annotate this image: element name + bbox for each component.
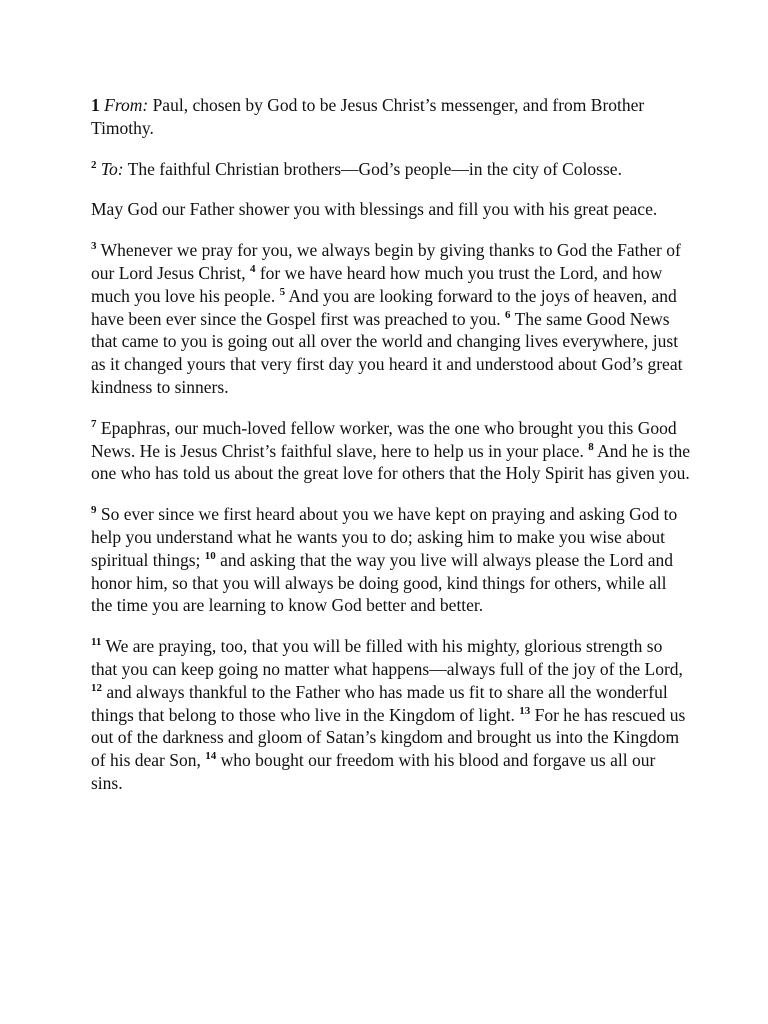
- verse-number: 5: [279, 285, 286, 298]
- verse-number: 12: [91, 681, 102, 694]
- paragraph: [91, 239, 691, 399]
- verse-text: And he is the one who has told us about the great love for others that the Holy Spirit has given you.: [91, 440, 690, 484]
- paragraph: [91, 503, 691, 617]
- verse-text: For he has rescued us out of the darkness and gloom of Satan’s kingdom and brought us into the Kingdom of his dear Son,: [91, 704, 686, 771]
- verse-number: 11: [91, 636, 102, 649]
- verse-number: 14: [205, 750, 217, 763]
- document-page: [91, 94, 691, 813]
- verse-text: Paul, chosen by God to be Jesus Christ’s messenger, and from Brother Timothy.: [91, 95, 645, 138]
- verse-text: and asking that the way you live will always please the Lord and honor him, so that you will always be doing good, kind things for others, while all the time you are learning to know God better and better.: [91, 549, 674, 616]
- verse-text: and always thankful to the Father who has made us fit to share all the wonderful things that belong to those who live in the Kingdom of light.: [91, 681, 668, 725]
- verse-number: 13: [519, 704, 531, 717]
- paragraph: [91, 158, 691, 181]
- verse-number: 3: [91, 240, 97, 253]
- verse-text: So ever since we first heard about you we have kept on praying and asking God to help you understand what he wants you to do; asking him to make you wise about spiritual things;: [91, 504, 678, 570]
- verse-number: 8: [588, 440, 594, 453]
- paragraph: [91, 198, 691, 221]
- verse-number: 1: [91, 95, 100, 115]
- verse-text: for we have heard how much you trust the Lord, and how much you love his people.: [91, 262, 663, 306]
- verse-text: Whenever we pray for you, we always begin by giving thanks to God the Father of our Lord Jesus Christ,: [91, 240, 681, 283]
- verse-number: 4: [249, 263, 256, 276]
- verse-text: We are praying, too, that you will be filled with his mighty, glorious strength so that you can keep going no matter what happens—always full of the joy of the Lord,: [91, 636, 683, 679]
- paragraph: [91, 417, 691, 485]
- paragraph: [91, 635, 691, 795]
- verse-text: The same Good News that came to you is going out all over the world and changing lives everywhere, just as it changed yours that very first day you heard it and understood about God’s great kindness to sinners.: [91, 308, 683, 397]
- verse-text: The faithful Christian brothers—God’s people—in the city of Colosse.: [127, 158, 622, 179]
- address-label: From:: [104, 95, 149, 115]
- verse-number: 9: [91, 504, 97, 517]
- verse-number: 10: [204, 549, 216, 562]
- address-label: To:: [100, 158, 124, 179]
- verse-text: who bought our freedom with his blood and forgave us all our sins.: [91, 750, 656, 793]
- verse-number: 6: [505, 308, 511, 321]
- paragraph: [91, 94, 691, 140]
- verse-number: 7: [91, 417, 97, 430]
- verse-text: Epaphras, our much-loved fellow worker, was the one who brought you this Good News. He is Jesus Christ’s faithful slave, here to help us in your place.: [91, 417, 677, 461]
- verse-number: 2: [91, 158, 97, 171]
- verse-text: And you are looking forward to the joys of heaven, and have been ever since the Gospel first was preached to you.: [91, 285, 677, 329]
- verse-text: May God our Father shower you with blessings and fill you with his great peace.: [91, 199, 658, 220]
